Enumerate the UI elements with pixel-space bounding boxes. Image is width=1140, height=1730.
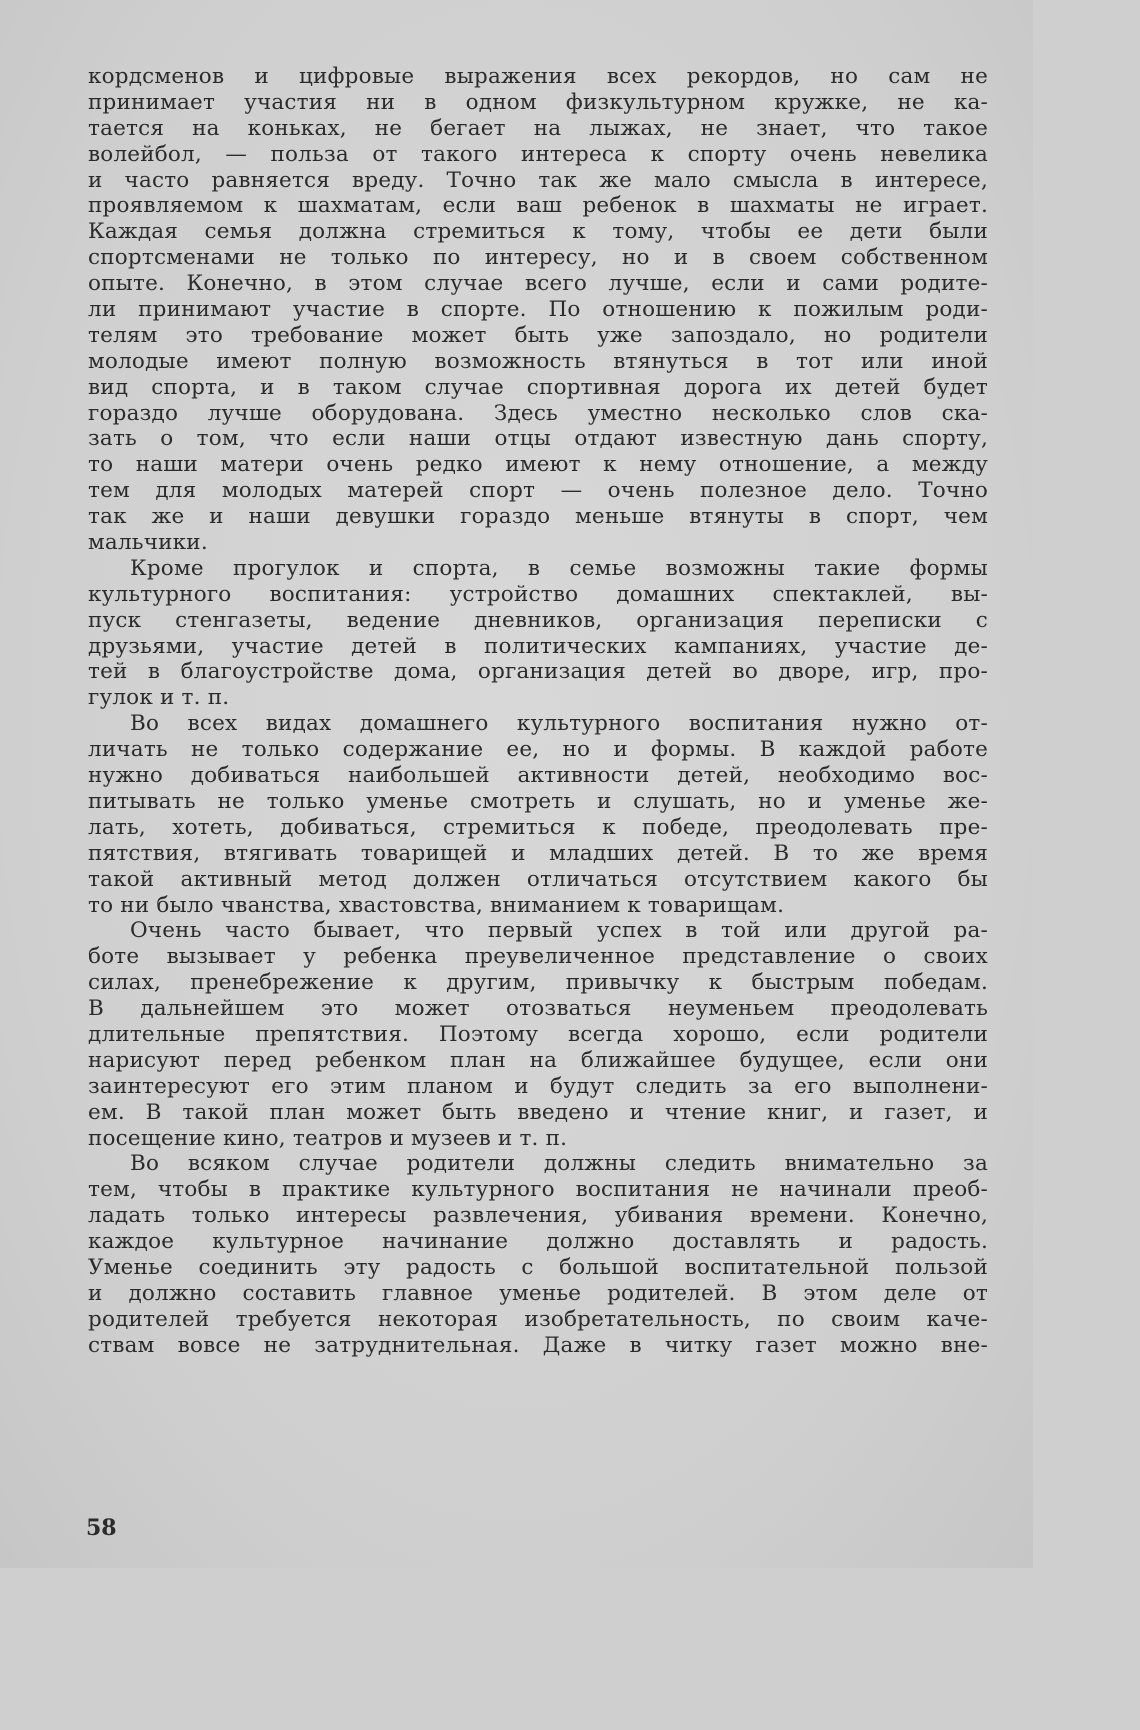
text-line: тем для молодых матерей спорт — очень полезное дело. Точно [88, 478, 988, 504]
text-line: Кроме прогулок и спорта, в семье возможны такие формы [130, 555, 988, 581]
text-line: то наши матери очень редко имеют к нему отношение, а между [88, 452, 988, 478]
text-line: родителей требуется некоторая изобретательность, по своим каче- [88, 1306, 988, 1332]
paragraph [88, 556, 988, 711]
text-line: Уменье соединить эту радость с большой воспитательной пользой [88, 1254, 988, 1280]
paragraph [88, 1151, 988, 1358]
text-line: культурного воспитания: устройство домашних спектаклей, вы- [88, 581, 988, 607]
paragraph [88, 64, 988, 556]
paragraph [88, 918, 988, 1151]
text-line: волейбол, — польза от такого интереса к спорту очень невелика [88, 141, 988, 167]
text-line: боте вызывает у ребенка преувеличенное представление о своих [88, 944, 988, 970]
text-line: нарисуют перед ребенком план на ближайшее будущее, если они [88, 1047, 988, 1073]
text-line: В дальнейшем это может отозваться неуменьем преодолевать [88, 996, 988, 1022]
text-line: телям это требование может быть уже запоздало, но родители [88, 322, 988, 348]
text-line: принимает участия ни в одном физкультурном кружке, не ка- [88, 89, 988, 115]
text-line: Во всех видах домашнего культурного воспитания нужно от- [130, 711, 988, 737]
text-line: то ни было чванства, хвастовства, вниманием к товарищам. [88, 892, 785, 918]
text-line: посещение кино, театров и музеев и т. п. [88, 1125, 568, 1151]
text-line: гулок и т. п. [88, 685, 230, 711]
text-line: пуск стенгазеты, ведение дневников, организация переписки с [88, 607, 988, 633]
text-line: лать, хотеть, добиваться, стремиться к победе, преодолевать пре- [88, 814, 988, 840]
text-line: и часто равняется вреду. Точно так же мало смысла в интересе, [88, 167, 988, 193]
text-line: зать о том, что если наши отцы отдают известную дань спорту, [88, 426, 988, 452]
text-line: кордсменов и цифровые выражения всех рекордов, но сам не [88, 64, 988, 89]
page-number: 58 [86, 1515, 117, 1541]
text-line: такой активный метод должен отличаться отсутствием какого бы [88, 866, 988, 892]
text-line: заинтересуют его этим планом и будут следить за его выполнени- [88, 1073, 988, 1099]
text-line: вид спорта, и в таком случае спортивная дорога их детей будет [88, 374, 988, 400]
text-line: ли принимают участие в спорте. По отношению к пожилым роди- [88, 297, 988, 323]
text-line: так же и наши девушки гораздо меньше втянуты в спорт, чем [88, 504, 988, 530]
text-line: и должно составить главное уменье родителей. В этом деле от [88, 1280, 988, 1306]
text-line: нужно добиваться наибольшей активности детей, необходимо вос- [88, 763, 988, 789]
text-line: опыте. Конечно, в этом случае всего лучше, если и сами родите- [88, 271, 988, 297]
paragraph [88, 711, 988, 918]
text-line: личать не только содержание ее, но и формы. В каждой работе [88, 737, 988, 763]
text-line: друзьями, участие детей в политических кампаниях, участие де- [88, 633, 988, 659]
text-line: гораздо лучше оборудована. Здесь уместно несколько слов ска- [88, 400, 988, 426]
text-line: длительные препятствия. Поэтому всегда хорошо, если родители [88, 1021, 988, 1047]
text-line: пятствия, втягивать товарищей и младших детей. В то же время [88, 840, 988, 866]
text-line: Во всяком случае родители должны следить внимательно за [130, 1151, 988, 1177]
text-line: ладать только интересы развлечения, убивания времени. Конечно, [88, 1203, 988, 1229]
text-line: проявляемом к шахматам, если ваш ребенок в шахматы не играет. [88, 193, 988, 219]
text-line: тается на коньках, не бегает на лыжах, не знает, что такое [88, 115, 988, 141]
text-line: питывать не только уменье смотреть и слушать, но и уменье же- [88, 788, 988, 814]
text-line: тей в благоустройстве дома, организация детей во дворе, игр, про- [88, 659, 988, 685]
text-line: ем. В такой план может быть введено и чтение книг, и газет, и [88, 1099, 988, 1125]
text-line: тем, чтобы в практике культурного воспитания не начинали преоб- [88, 1177, 988, 1203]
text-line: молодые имеют полную возможность втянуться в тот или иной [88, 348, 988, 374]
text-line: силах, пренебрежение к другим, привычку к быстрым победам. [88, 970, 988, 996]
text-line: Каждая семья должна стремиться к тому, чтобы ее дети были [88, 219, 988, 245]
text-line: Очень часто бывает, что первый успех в той или другой ра- [130, 918, 988, 944]
text-line: спортсменами не только по интересу, но и в своем собственном [88, 245, 988, 271]
text-line: ствам вовсе не затруднительная. Даже в читку газет можно вне- [88, 1332, 988, 1358]
text-line: мальчики. [88, 530, 208, 556]
page-body [88, 64, 988, 1359]
text-line: каждое культурное начинание должно доставлять и радость. [88, 1229, 988, 1255]
